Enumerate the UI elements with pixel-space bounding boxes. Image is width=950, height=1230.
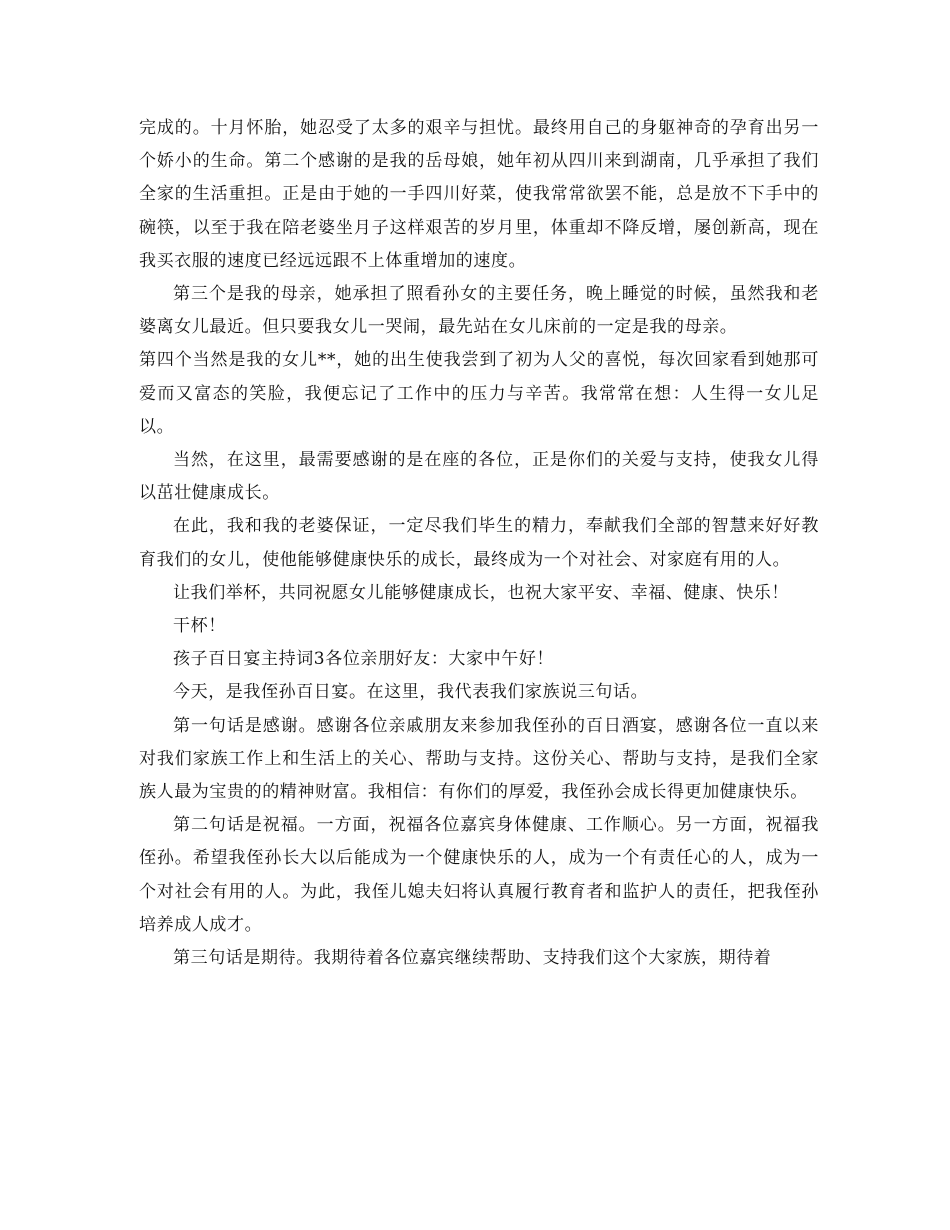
paragraph: 今天，是我侄孙百日宴。在这里，我代表我们家族说三句话。 xyxy=(173,682,649,703)
document-body xyxy=(139,112,819,975)
paragraph: 第四个当然是我的女儿**，她的出生使我尝到了初为人父的喜悦，每次回家看到她那可爱而又富态的笑脸，我便忘记了工作中的压力与辛苦。我常常在想：人生得一女儿足以。 xyxy=(139,350,819,437)
paragraph: 第一句话是感谢。感谢各位亲戚朋友来参加我侄孙的百日酒宴，感谢各位一直以来对我们家族工作上和生活上的关心、帮助与支持。这份关心、帮助与支持，是我们全家族人最为宝贵的的精神财富。我相信：有你们的厚爱，我侄孙会成长得更加健康快乐。 xyxy=(139,715,819,803)
paragraph: 干杯！ xyxy=(173,616,226,637)
paragraph: 完成的。十月怀胎，她忍受了太多的艰辛与担忧。最终用自己的身躯神奇的孕育出另一个娇小的生命。第二个感谢的是我的岳母娘，她年初从四川来到湖南，几乎承担了我们全家的生活重担。正是由于她的一手四川好菜，使我常常欲罢不能，总是放不下手中的碗筷，以至于我在陪老婆坐月子这样艰苦的岁月里，体重却不降反增，屡创新高，现在我买衣服的速度已经远远跟不上体重增加的速度。 xyxy=(139,118,819,271)
paragraph: 第三个是我的母亲，她承担了照看孙女的主要任务，晚上睡觉的时候，虽然我和老婆离女儿最近。但只要我女儿一哭闹，最先站在女儿床前的一定是我的母亲。 xyxy=(139,284,819,338)
paragraph: 让我们举杯，共同祝愿女儿能够健康成长，也祝大家平安、幸福、健康、快乐！ xyxy=(173,582,789,603)
paragraph: 当然，在这里，最需要感谢的是在座的各位，正是你们的关爱与支持，使我女儿得以茁壮健康成长。 xyxy=(139,450,819,504)
paragraph: 孩子百日宴主持词3各位亲朋好友：大家中午好！ xyxy=(173,649,555,670)
paragraph: 第二句话是祝福。一方面，祝福各位嘉宾身体健康、工作顺心。另一方面，祝福我侄孙。希望我侄孙长大以后能成为一个健康快乐的人，成为一个有责任心的人，成为一个对社会有用的人。为此，我侄儿媳夫妇将认真履行教育者和监护人的责任，把我侄孙培养成人成才。 xyxy=(139,815,819,935)
paragraph: 在此，我和我的老婆保证，一定尽我们毕生的精力，奉献我们全部的智慧来好好教育我们的女儿，使他能够健康快乐的成长，最终成为一个对社会、对家庭有用的人。 xyxy=(139,516,819,570)
paragraph: 第三句话是期待。我期待着各位嘉宾继续帮助、支持我们这个大家族，期待着 xyxy=(173,948,772,969)
